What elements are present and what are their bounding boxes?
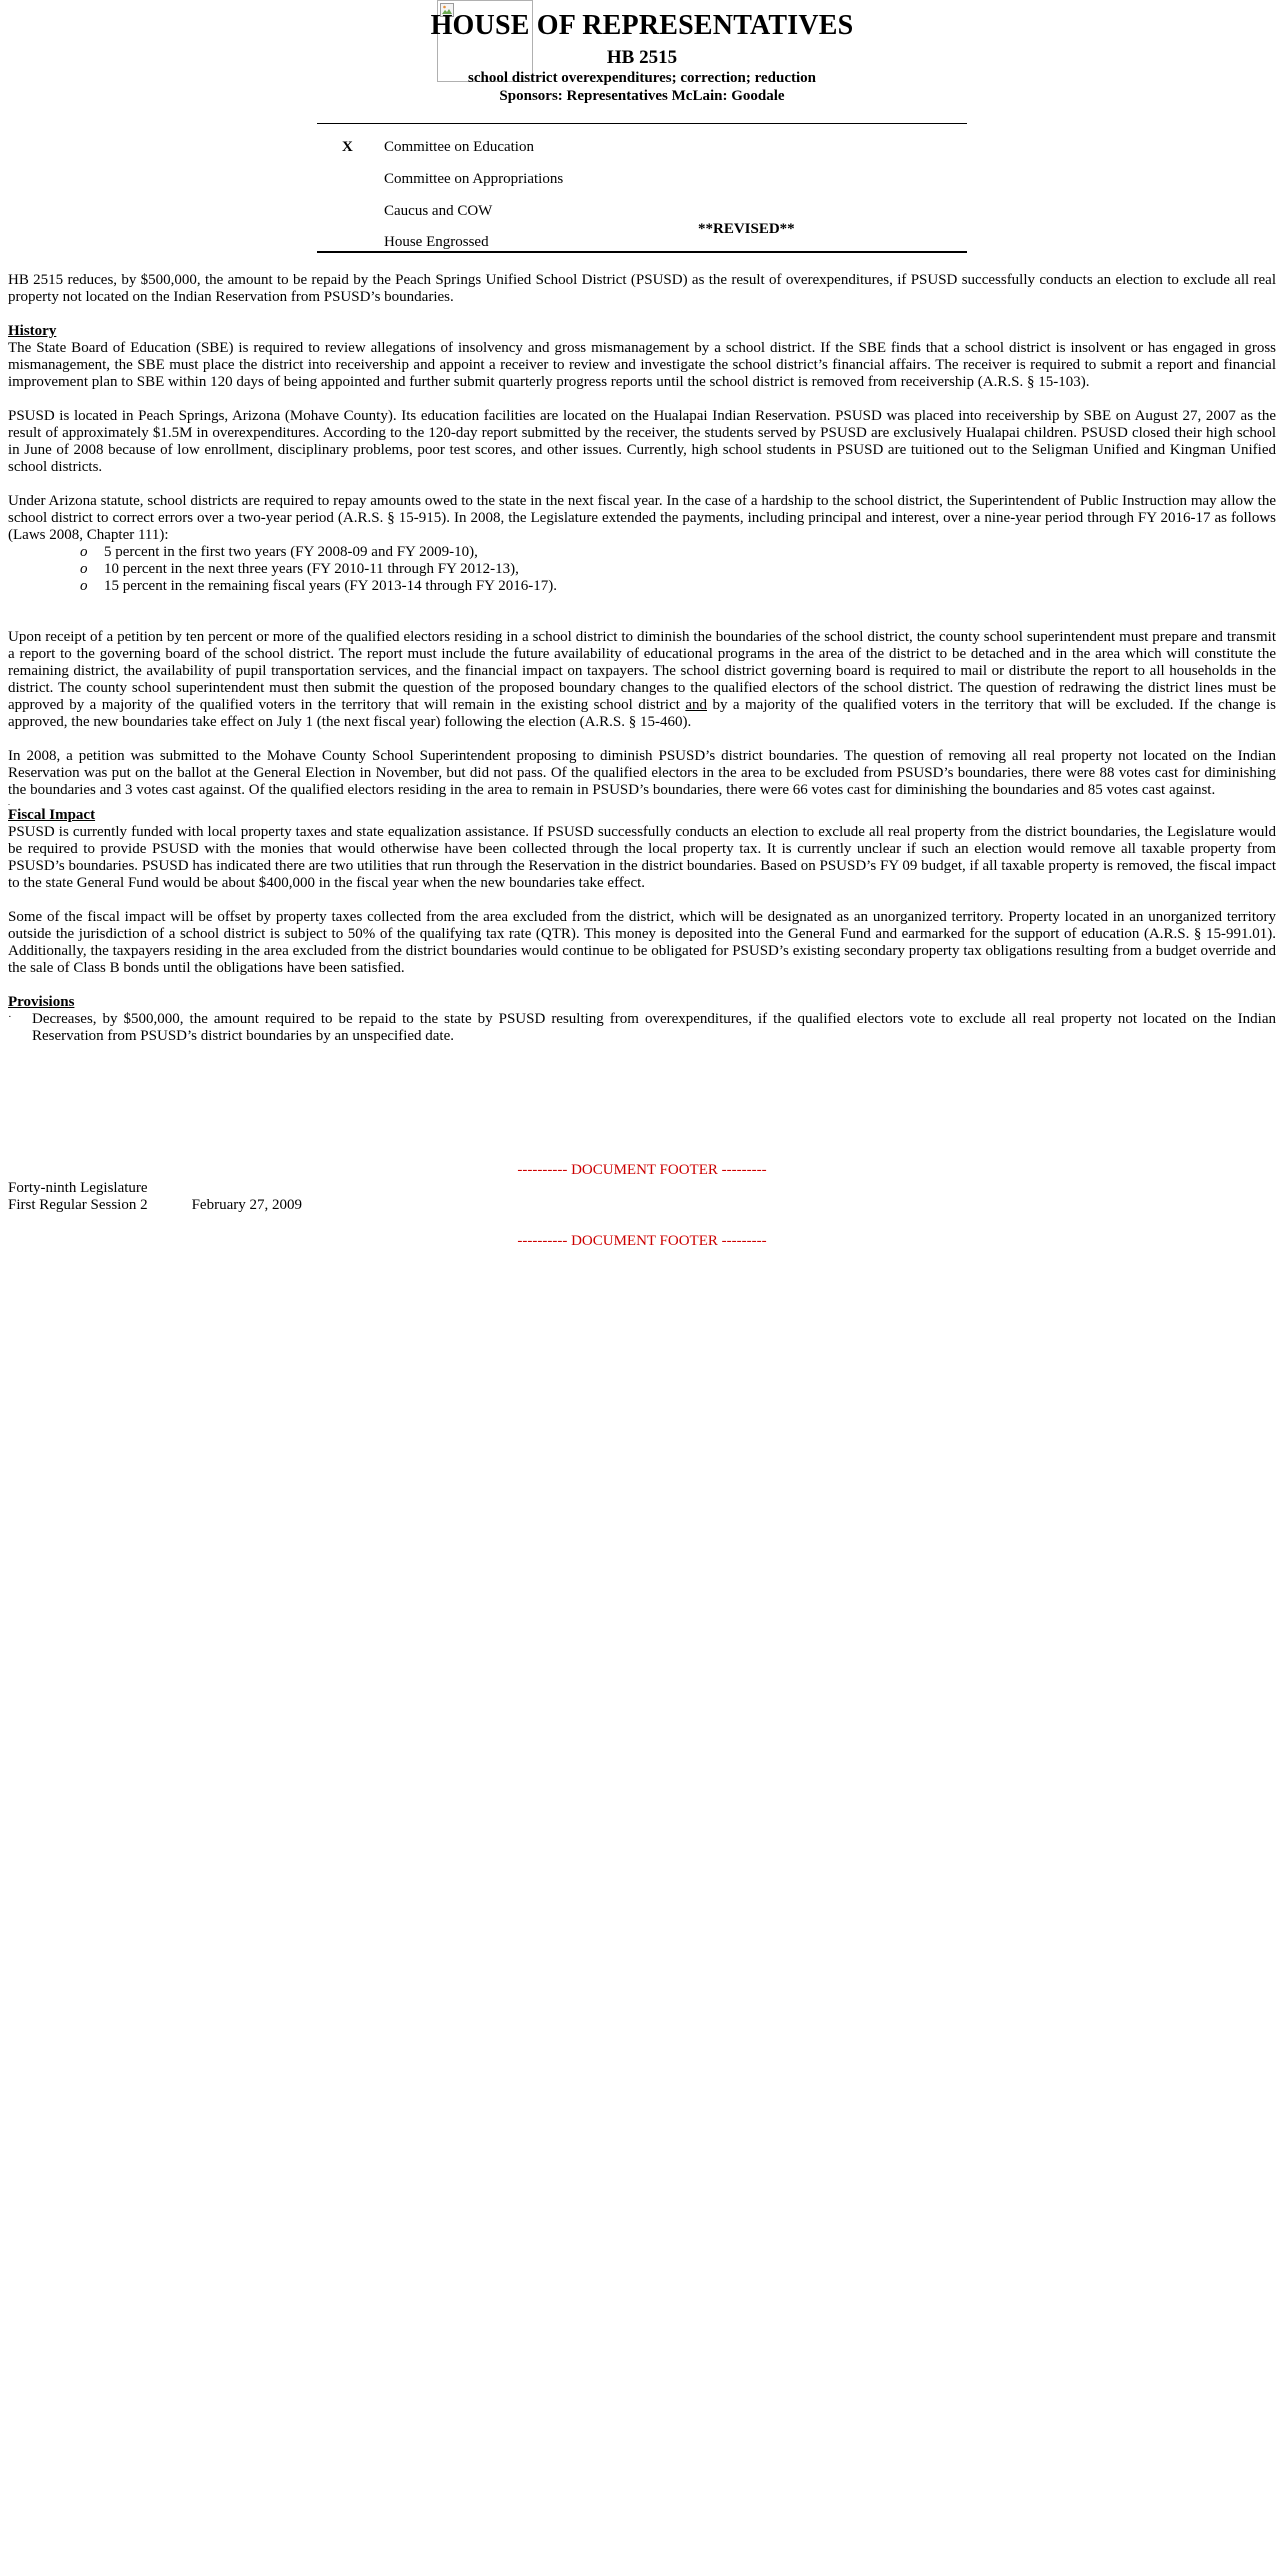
list-bullet: o — [80, 561, 88, 577]
committee-item-caucus: Caucus and COW — [384, 203, 493, 219]
committee-bottom-rule — [317, 251, 967, 253]
fiscal-paragraph-1: PSUSD is currently funded with local property taxes and state equalization assistance. If PSUSD successfully conducts an election to exclude all real property from the district boundaries, the Legislature would be required to provide PSUSD with the monies that would otherwise have been collected through the local property tax. It is currently unclear if such an election would remove all taxable property from PSUSD’s boundaries. PSUSD has indicated there are two utilities that run through the Reservation in the district boundaries. Based on PSUSD’s FY 09 budget, if all taxable property is removed, the fiscal impact to the state General Fund would be about $400,000 in the fiscal year when the new boundaries take effect. — [8, 824, 1276, 891]
committee-item-engrossed: House Engrossed — [384, 234, 489, 250]
footer-date: February 27, 2009 — [191, 1197, 302, 1213]
provision-bullet: · — [8, 1011, 12, 1023]
footer-session: First Regular Session 2 — [8, 1197, 148, 1213]
committee-top-rule — [317, 123, 967, 124]
fiscal-paragraph-2: Some of the fiscal impact will be offset by property taxes collected from the area excluded from the district, which will be designated as an unorganized territory. Property located in an unorganized territory outside the jurisdiction of a school district is subject to 50% of the qualifying tax rate (QTR). This money is deposited into the General Fund and earmarked for the support of education (A.R.S. § 15-991.01). Additionally, the taxpayers residing in the area excluded from the district boundaries would continue to be obligated for PSUSD’s existing secondary property tax obligations resulting from a budget override and the sale of Class B bonds until the obligations have been satisfied. — [8, 909, 1276, 976]
document-footer-marker-end: ---------- DOCUMENT FOOTER --------- — [517, 1233, 767, 1249]
committee-item-education: Committee on Education — [384, 139, 534, 155]
repayment-schedule-list — [8, 544, 1276, 595]
bill-number: HB 2515 — [606, 47, 678, 68]
history-paragraph-3: Under Arizona statute, school districts are required to repay amounts owed to the state in the next fiscal year. In the case of a hardship to the school district, the Superintendent of Public Instruction may allow the school district to correct errors over a two-year period (A.R.S. § 15-915). In 2008, the Legislature extended the payments, including principal and interest, over a nine-year period through FY 2016-17 as follows (Laws 2008, Chapter 111): — [8, 493, 1276, 543]
document-title: HOUSE OF REPRESENTATIVES — [430, 10, 854, 41]
list-item: o 5 percent in the first two years (FY 2008-09 and FY 2009-10), — [80, 544, 478, 560]
provisions-heading: Provisions — [8, 994, 75, 1010]
list-item: o 10 percent in the next three years (FY 2010-11 through FY 2012-13), — [80, 561, 519, 577]
provision-item: · Decreases, by $500,000, the amount required to be repaid to the state by PSUSD resulting from overexpenditures, if the qualified electors vote to exclude all real property not located on the Indian Reservation from PSUSD’s district boundaries by an unspecified date. — [8, 1011, 1276, 1044]
history-paragraph-5: In 2008, a petition was submitted to the Mohave County School Superintendent proposing to diminish PSUSD’s district boundaries. The question of removing all real property not located on the Indian Reservation was put on the ballot at the General Election in November, but did not pass. Of the qualified electors in the area to be excluded from PSUSD’s boundaries, there were 88 votes cast for diminishing the boundaries and 3 votes cast against. Of the qualified electors residing in the area to remain in PSUSD’s boundaries, there were 66 votes cast for diminishing the boundaries and 85 votes cast against. — [8, 748, 1276, 798]
list-item: o 15 percent in the remaining fiscal years (FY 2013-14 through FY 2016-17). — [80, 578, 557, 594]
stray-dot: . — [8, 798, 10, 807]
history-paragraph-4: Upon receipt of a petition by ten percent or more of the qualified electors residing in a school district to diminish the boundaries of the school district, the county school superintendent must prepare and transmit a report to the governing board of the school district. The report must include the future availability of educational programs in the area of the district to be detached and in the area which will constitute the remaining district, the availability of pupil transportation services, and the financial impact on taxpayers. The school district governing board is required to mail or distribute the report to all households in the district. The county school superintendent must then submit the question of the proposed boundary changes to the qualified electors of the school district. The question of redrawing the district lines must be approved by a majority of the qualified voters in the territory that will remain in the existing school district and by a majority of the qualified voters in the territory that will be excluded. If the change is approved, the new boundaries take effect on July 1 (the next fiscal year) following the election (A.R.S. § 15-460). — [8, 629, 1276, 730]
committee-item-appropriations: Committee on Appropriations — [384, 171, 564, 187]
document-footer-marker-start: ---------- DOCUMENT FOOTER --------- — [517, 1162, 767, 1178]
footer-legislature: Forty-ninth Legislature — [8, 1180, 148, 1196]
document-body — [8, 272, 1276, 1045]
bill-subtitle: school district overexpenditures; correction; reduction — [467, 70, 816, 86]
list-bullet: o — [80, 578, 88, 594]
history-paragraph-2: PSUSD is located in Peach Springs, Arizona (Mohave County). Its education facilities are located on the Hualapai Indian Reservation. PSUSD was placed into receivership by SBE on August 27, 2007 as the result of approximately $1.5M in overexpenditures. According to the 120-day report submitted by the receiver, the students served by PSUSD are exclusively Hualapai children. PSUSD closed their high school in June of 2008 because of low enrollment, disciplinary problems, poor test scores, and other issues. Currently, high school students in PSUSD are tuitioned out to the Seligman Unified and Kingman Unified school districts. — [8, 408, 1276, 475]
bill-sponsors: Sponsors: Representatives McLain: Goodale — [499, 88, 785, 104]
summary-paragraph: HB 2515 reduces, by $500,000, the amount to be repaid by the Peach Springs Unified School District (PSUSD) as the result of overexpenditures, if PSUSD successfully conducts an election to exclude all real property not located on the Indian Reservation from PSUSD’s boundaries. — [8, 272, 1276, 305]
footer-session-line — [8, 1197, 302, 1214]
history-heading: History — [8, 323, 57, 339]
list-bullet: o — [80, 544, 88, 560]
history-paragraph-1: The State Board of Education (SBE) is required to review allegations of insolvency and gross mismanagement by a school district. If the SBE finds that a school district is insolvent or has engaged in gross mismanagement, the SBE must place the district into receivership and appoint a receiver to review and investigate the school district’s financial affairs. The receiver is required to submit a report and financial improvement plan to SBE within 120 days of being appointed and further submit quarterly progress reports until the school district is removed from receivership (A.R.S. § 15-103). — [8, 340, 1276, 390]
fiscal-impact-heading: Fiscal Impact — [8, 807, 96, 823]
underlined-and: and — [685, 697, 708, 713]
committee-check-mark: X — [342, 139, 353, 155]
revised-label: **REVISED** — [698, 221, 795, 237]
